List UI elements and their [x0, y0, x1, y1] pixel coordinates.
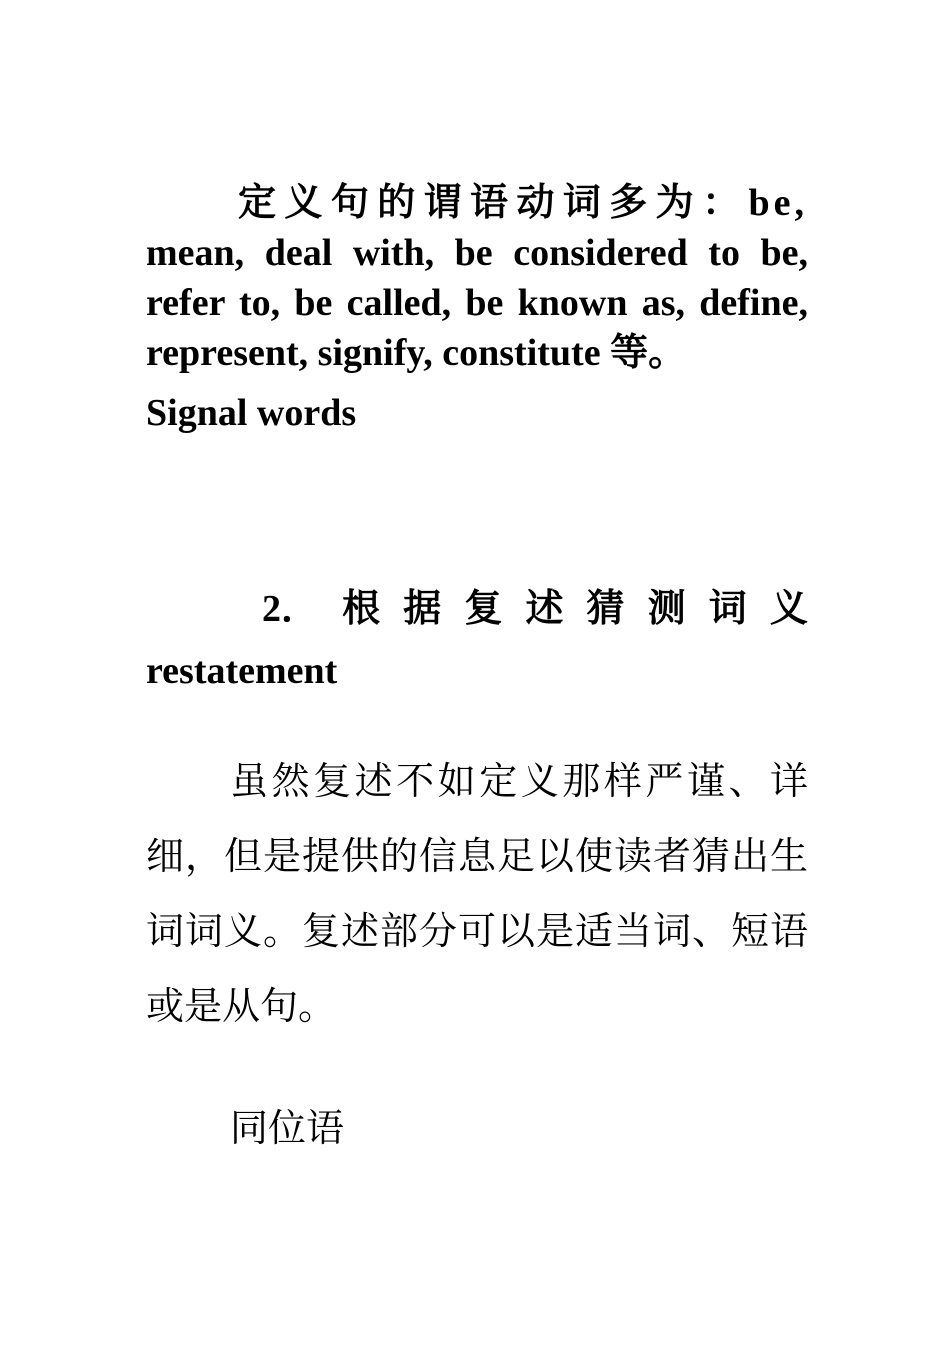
heading-char: 根 [342, 588, 381, 630]
section-heading-subtitle: restatement [146, 650, 338, 692]
heading-char: 义 [769, 588, 808, 630]
paragraph-definition-verbs [146, 178, 808, 438]
section-heading-restatement [146, 578, 808, 702]
heading-char: 词 [708, 588, 747, 630]
paragraph-appositive: 同位语 [230, 1106, 345, 1150]
paragraph-restatement-description: 虽然复述不如定义那样严谨、详细，但是提供的信息足以使读者猜出生词词义。复述部分可以是适当词、短语或是从句。 [146, 759, 808, 1028]
heading-char: 据 [403, 588, 442, 630]
heading-char: 复 [464, 588, 503, 630]
section-heading-line [146, 578, 808, 640]
heading-char: 述 [525, 588, 564, 630]
section-number: 2． [262, 588, 320, 630]
definition-verbs-list: mean, deal with, be considered to be, refer to, be called, be known as, define, represent, signify, constitute 等。 [146, 232, 808, 374]
definition-verbs-lead: 定义句的谓语动词多为：be, [238, 182, 808, 224]
heading-char: 测 [647, 588, 686, 630]
heading-char: 猜 [586, 588, 625, 630]
signal-words-label: Signal words [146, 392, 357, 434]
